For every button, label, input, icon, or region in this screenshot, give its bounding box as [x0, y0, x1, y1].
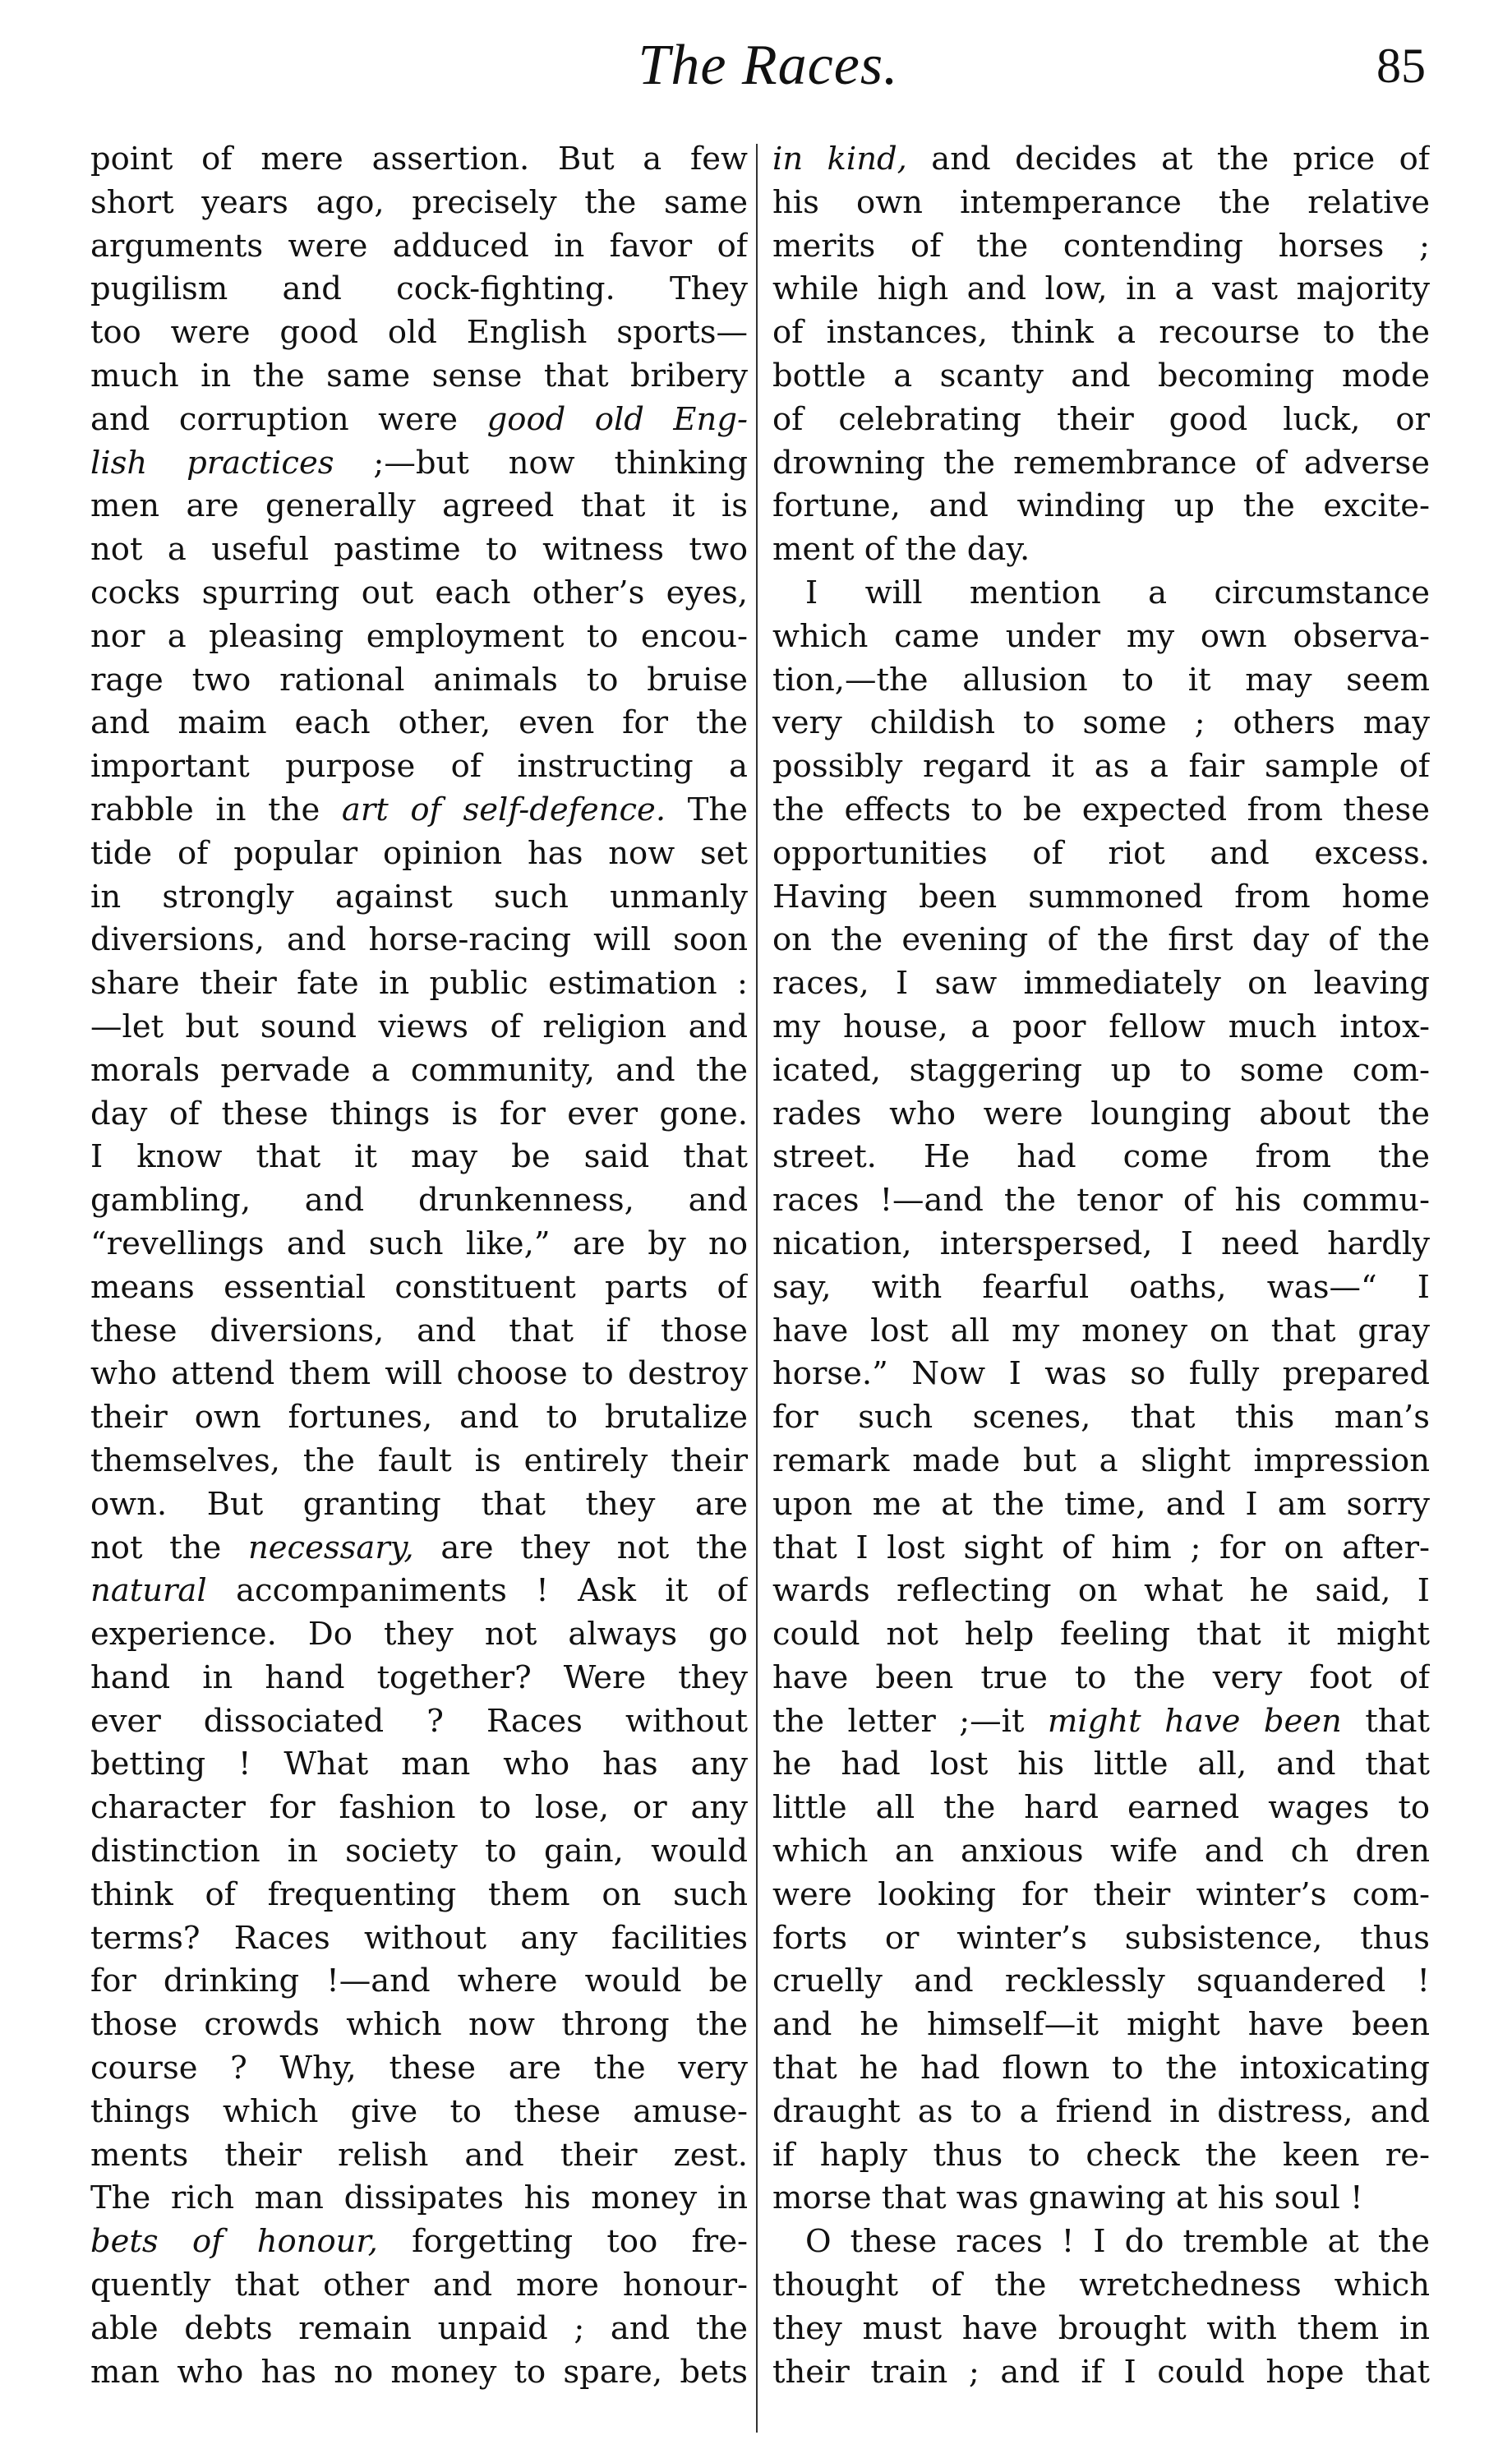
text-line: [90, 1266, 748, 1310]
text-segment: were looking for their winter’s com-: [772, 1875, 1430, 1913]
text-line: [90, 1570, 748, 1613]
text-line: [772, 2308, 1430, 2351]
text-segment: of celebrating their good luck, or: [772, 400, 1430, 438]
italic-text: might have been: [1047, 1702, 1342, 1740]
text-line: [772, 182, 1430, 225]
text-segment: their train ; and if I could hope that: [772, 2353, 1430, 2391]
text-line: [772, 355, 1430, 399]
text-segment: nor a pleasing employment to encou-: [90, 617, 748, 655]
text-segment: merits of the contending horses ;: [772, 227, 1430, 265]
text-line: [90, 1917, 748, 1961]
text-segment: that: [1341, 1702, 1430, 1740]
text-segment: for such scenes, that this man’s: [772, 1399, 1430, 1437]
text-segment: experience. Do they not always go: [90, 1616, 748, 1653]
text-line: [772, 2004, 1430, 2047]
text-segment: not the: [90, 1529, 248, 1566]
text-line: [90, 2047, 748, 2091]
text-line: [772, 2091, 1430, 2134]
italic-text: art of self-defence.: [341, 791, 666, 828]
text-line: [90, 1613, 748, 1657]
text-segment: opportunities of riot and excess.: [772, 834, 1430, 872]
text-segment: his own intemperance the relative: [772, 183, 1430, 221]
text-segment: accompaniments ! Ask it of: [206, 1572, 748, 1610]
text-segment: point of mere assertion. But a few: [90, 141, 748, 178]
text-segment: the letter ;—it: [772, 1702, 1048, 1740]
text-line: [772, 659, 1430, 703]
text-line: [90, 1179, 748, 1223]
text-segment: I know that it may be said that: [90, 1138, 748, 1176]
italic-text: necessary,: [247, 1529, 414, 1566]
text-segment: their own fortunes, and to brutalize: [90, 1399, 748, 1437]
text-segment: on the evening of the first day of the: [772, 921, 1430, 959]
text-line: [772, 399, 1430, 442]
text-line: [90, 311, 748, 355]
text-segment: hand in hand together? Were they: [90, 1658, 748, 1696]
text-segment: horse.” Now I was so fully prepared: [772, 1355, 1430, 1393]
text-segment: themselves, the fault is entirely their: [90, 1441, 748, 1479]
text-segment: arguments were adduced in favor of: [90, 227, 748, 265]
text-line: [90, 138, 748, 182]
text-line: [772, 2177, 1430, 2221]
text-segment: they must have brought with them in: [772, 2309, 1430, 2347]
text-line: [772, 876, 1430, 920]
text-segment: morals pervade a community, and the: [90, 1051, 748, 1089]
page-number: 85: [1376, 39, 1426, 93]
text-line: [772, 268, 1430, 311]
text-line: [90, 225, 748, 269]
text-line: [772, 702, 1430, 745]
text-segment: street. He had come from the: [772, 1138, 1430, 1176]
text-line: [772, 1136, 1430, 1179]
text-segment: upon me at the time, and I am sorry: [772, 1485, 1430, 1523]
text-segment: drowning the remembrance of adverse: [772, 444, 1430, 482]
text-line: [90, 485, 748, 528]
text-line: [772, 442, 1430, 486]
text-segment: The rich man dissipates his money in: [90, 2179, 748, 2217]
text-line: [772, 2047, 1430, 2091]
text-line: [772, 1830, 1430, 1874]
italic-text: in kind,: [772, 141, 907, 178]
text-segment: gambling, and drunkenness, and: [90, 1182, 748, 1220]
text-line: [90, 2264, 748, 2308]
text-segment: icated, staggering up to some com-: [772, 1051, 1430, 1089]
text-line: [772, 1743, 1430, 1787]
text-line: [90, 1960, 748, 2004]
text-segment: morse that was gnawing at his soul !: [772, 2179, 1363, 2217]
text-line: [90, 2221, 748, 2264]
text-segment: O these races ! I do tremble at the: [805, 2223, 1430, 2261]
text-segment: these diversions, and that if those: [90, 1312, 748, 1349]
text-line: [90, 442, 748, 486]
text-segment: in strongly against such unmanly: [90, 878, 748, 915]
text-line: [772, 1787, 1430, 1830]
text-line: [772, 1917, 1430, 1961]
text-line: [90, 1136, 748, 1179]
text-line: [90, 1223, 748, 1266]
text-segment: which came under my own observa-: [772, 617, 1430, 655]
text-segment: nication, interspersed, I need hardly: [772, 1224, 1430, 1262]
text-line: [772, 1700, 1430, 1744]
text-segment: are they not the: [413, 1529, 748, 1566]
text-segment: own. But granting that they are: [90, 1485, 748, 1523]
text-line: [772, 1960, 1430, 2004]
text-segment: and decides at the price of: [906, 141, 1430, 178]
text-segment: ;—but now thinking: [334, 444, 748, 482]
running-title: The Races.: [638, 34, 899, 97]
italic-text: bets of honour,: [90, 2223, 378, 2261]
text-segment: The: [666, 791, 748, 828]
running-head: [86, 33, 1450, 99]
text-segment: very childish to some ; others may: [772, 704, 1430, 742]
text-line: [90, 789, 748, 832]
text-segment: say, with fearful oaths, was—“ I: [772, 1268, 1430, 1306]
text-line: [772, 2221, 1430, 2264]
text-line: [772, 311, 1430, 355]
text-line: [90, 1440, 748, 1483]
text-line: [772, 528, 1430, 572]
text-segment: which an anxious wife and ch dren: [772, 1833, 1430, 1870]
text-line: [90, 1787, 748, 1830]
text-line: [90, 1093, 748, 1137]
text-segment: tion,—the allusion to it may seem: [772, 661, 1430, 699]
text-segment: too were good old English sports—: [90, 314, 748, 352]
text-segment: for drinking !—and where would be: [90, 1962, 748, 2000]
text-segment: remark made but a slight impression: [772, 1441, 1430, 1479]
text-segment: course ? Why, these are the very: [90, 2050, 748, 2087]
text-segment: and corruption were: [90, 400, 487, 438]
text-segment: wards reflecting on what he said, I: [772, 1572, 1430, 1610]
text-segment: rage two rational animals to bruise: [90, 661, 748, 699]
text-line: [90, 702, 748, 745]
text-line: [772, 572, 1430, 616]
text-segment: not a useful pastime to witness two: [90, 531, 748, 569]
text-line: [772, 1093, 1430, 1137]
text-line: [90, 1049, 748, 1093]
text-segment: forgetting too fre-: [377, 2223, 748, 2261]
text-segment: ments their relish and their zest.: [90, 2136, 748, 2174]
text-segment: rades who were lounging about the: [772, 1095, 1430, 1132]
text-segment: draught as to a friend in distress, and: [772, 2092, 1430, 2130]
text-segment: of instances, think a recourse to the: [772, 314, 1430, 352]
text-line: [772, 919, 1430, 962]
text-segment: thought of the wretchedness which: [772, 2267, 1430, 2304]
text-line: [772, 1657, 1430, 1700]
text-line: [772, 485, 1430, 528]
text-line: [90, 745, 748, 789]
text-line: [90, 2177, 748, 2221]
text-line: [90, 2308, 748, 2351]
text-segment: fortune, and winding up the excite-: [772, 487, 1430, 525]
text-line: [772, 1527, 1430, 1570]
text-segment: he had lost his little all, and that: [772, 1746, 1430, 1783]
text-segment: the effects to be expected from these: [772, 791, 1430, 828]
text-line: [90, 1527, 748, 1570]
text-segment: and he himself—it might have been: [772, 2006, 1430, 2044]
text-line: [772, 1179, 1430, 1223]
text-line: [772, 138, 1430, 182]
text-segment: men are generally agreed that it is: [90, 487, 748, 525]
text-segment: that he had flown to the intoxicating: [772, 2050, 1430, 2087]
text-line: [90, 355, 748, 399]
text-line: [772, 789, 1430, 832]
text-line: [90, 572, 748, 616]
text-line: [772, 1874, 1430, 1917]
text-segment: character for fashion to lose, or any: [90, 1789, 748, 1827]
text-segment: those crowds which now throng the: [90, 2006, 748, 2044]
text-line: [772, 1483, 1430, 1527]
text-line: [90, 962, 748, 1006]
text-segment: much in the same sense that bribery: [90, 357, 748, 394]
text-line: [90, 2004, 748, 2047]
text-line: [90, 1483, 748, 1527]
text-segment: man who has no money to spare, bets: [90, 2353, 748, 2391]
text-segment: bottle a scanty and becoming mode: [772, 357, 1430, 394]
text-segment: —let but sound views of religion and: [90, 1008, 748, 1045]
text-line: [90, 832, 748, 876]
text-segment: while high and low, in a vast majority: [772, 270, 1430, 308]
text-segment: and maim each other, even for the: [90, 704, 748, 742]
text-line: [772, 616, 1430, 659]
text-segment: important purpose of instructing a: [90, 748, 748, 786]
text-line: [90, 2351, 748, 2395]
text-line: [772, 1266, 1430, 1310]
text-segment: day of these things is for ever gone.: [90, 1095, 748, 1132]
text-segment: races, I saw immediately on leaving: [772, 965, 1430, 1003]
text-line: [772, 1570, 1430, 1613]
text-line: [90, 2091, 748, 2134]
text-segment: diversions, and horse-racing will soon: [90, 921, 748, 959]
text-segment: cruelly and recklessly squandered !: [772, 1962, 1430, 2000]
text-segment: “revellings and such like,” are by no: [90, 1224, 748, 1262]
text-line: [90, 182, 748, 225]
text-line: [90, 1310, 748, 1354]
text-line: [90, 1006, 748, 1049]
text-segment: races !—and the tenor of his commu-: [772, 1182, 1430, 1220]
text-line: [90, 2134, 748, 2178]
text-segment: Having been summoned from home: [772, 878, 1430, 915]
text-segment: I will mention a circumstance: [805, 574, 1430, 611]
text-line: [90, 919, 748, 962]
text-line: [772, 1223, 1430, 1266]
text-line: [772, 2351, 1430, 2395]
text-segment: that I lost sight of him ; for on after-: [772, 1529, 1430, 1566]
text-line: [772, 1440, 1430, 1483]
right-column: [772, 138, 1430, 2394]
text-segment: forts or winter’s subsistence, thus: [772, 1919, 1430, 1957]
text-line: [772, 1613, 1430, 1657]
text-line: [772, 962, 1430, 1006]
text-segment: tide of popular opinion has now set: [90, 834, 748, 872]
text-segment: ever dissociated ? Races without: [90, 1702, 748, 1740]
italic-text: good old Eng-: [486, 400, 748, 438]
text-line: [90, 528, 748, 572]
text-segment: distinction in society to gain, would: [90, 1833, 748, 1870]
text-line: [772, 832, 1430, 876]
text-line: [772, 2134, 1430, 2178]
text-line: [772, 1353, 1430, 1396]
text-line: [90, 1353, 748, 1396]
text-segment: have lost all my money on that gray: [772, 1312, 1430, 1349]
text-line: [772, 1006, 1430, 1049]
text-line: [772, 1310, 1430, 1354]
text-segment: my house, a poor fellow much intox-: [772, 1008, 1430, 1045]
text-segment: think of frequenting them on such: [90, 1875, 748, 1913]
text-segment: rabble in the: [90, 791, 342, 828]
text-line: [90, 659, 748, 703]
text-line: [772, 2264, 1430, 2308]
text-segment: if haply thus to check the keen re-: [772, 2136, 1430, 2174]
text-segment: able debts remain unpaid ; and the: [90, 2309, 748, 2347]
text-line: [772, 745, 1430, 789]
text-line: [90, 876, 748, 920]
text-segment: little all the hard earned wages to: [772, 1789, 1430, 1827]
text-line: [90, 399, 748, 442]
text-segment: short years ago, precisely the same: [90, 183, 748, 221]
text-segment: ment of the day.: [772, 531, 1030, 569]
text-line: [90, 616, 748, 659]
text-line: [90, 1657, 748, 1700]
text-line: [772, 1049, 1430, 1093]
text-line: [90, 1743, 748, 1787]
text-segment: share their fate in public estimation :: [90, 965, 748, 1003]
text-line: [90, 1874, 748, 1917]
text-line: [90, 1396, 748, 1440]
text-segment: things which give to these amuse-: [90, 2092, 748, 2130]
text-segment: cocks spurring out each other’s eyes,: [90, 574, 748, 611]
text-segment: quently that other and more honour-: [90, 2267, 748, 2304]
italic-text: natural: [90, 1572, 207, 1610]
text-line: [772, 1396, 1430, 1440]
text-line: [772, 225, 1430, 269]
text-segment: terms? Races without any facilities: [90, 1919, 748, 1957]
text-line: [90, 1700, 748, 1744]
text-line: [90, 1830, 748, 1874]
text-segment: pugilism and cock-fighting. They: [90, 270, 748, 308]
text-segment: could not help feeling that it might: [772, 1616, 1430, 1653]
text-segment: betting ! What man who has any: [90, 1746, 748, 1783]
text-segment: possibly regard it as a fair sample of: [772, 748, 1430, 786]
italic-text: lish practices: [90, 444, 334, 482]
text-segment: who attend them will choose to destroy: [90, 1355, 748, 1393]
column-rule: [756, 144, 758, 2433]
text-segment: means essential constituent parts of: [90, 1268, 748, 1306]
left-column: [90, 138, 748, 2394]
text-line: [90, 268, 748, 311]
text-segment: have been true to the very foot of: [772, 1658, 1430, 1696]
